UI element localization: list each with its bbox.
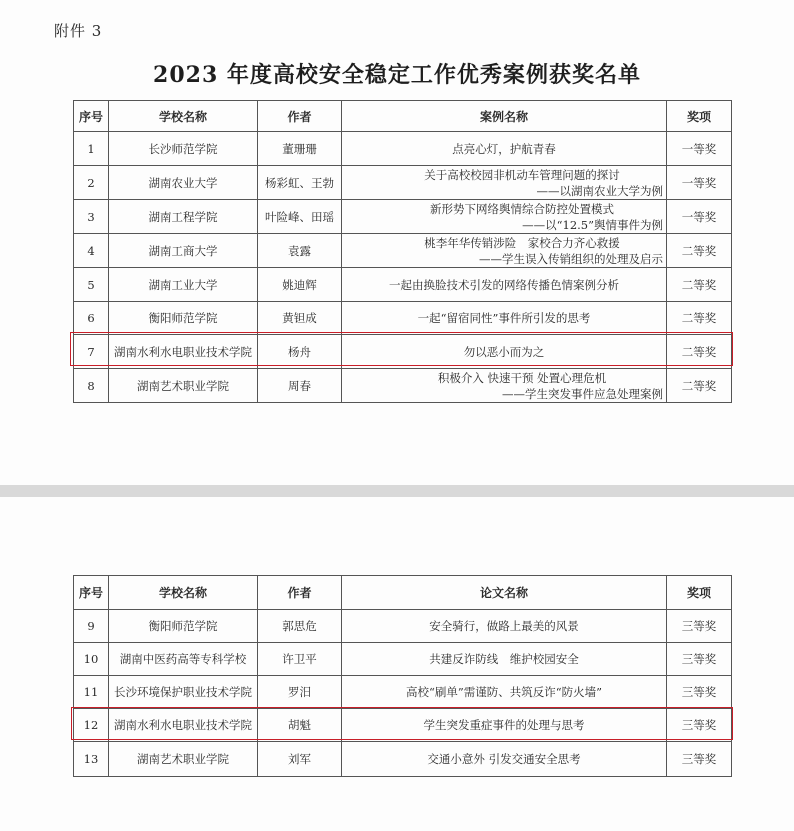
row-title-line1: 桃李年华传销涉险 家校合力齐心救援 [424, 235, 620, 250]
table-header-row [74, 101, 732, 132]
row-award: 三等奖 [667, 643, 732, 676]
header-paper-title: 论文名称 [342, 576, 667, 610]
row-no: 7 [74, 335, 109, 369]
table-row [74, 166, 732, 200]
row-author: 姚迪辉 [258, 268, 342, 302]
table-row [74, 200, 732, 234]
row-no: 5 [74, 268, 109, 302]
row-school: 湖南工业大学 [109, 268, 258, 302]
row-school: 湖南工程学院 [109, 200, 258, 234]
row-school: 湖南中医药高等专科学校 [109, 643, 258, 676]
row-award: 三等奖 [667, 610, 732, 643]
row-title: 勿以恶小而为之 [342, 335, 667, 369]
row-title-line2: ——以“12.5”舆情事件为例 [522, 217, 663, 232]
row-no: 3 [74, 200, 109, 234]
row-award: 二等奖 [667, 234, 732, 268]
row-award: 三等奖 [667, 676, 732, 709]
row-title [342, 234, 667, 268]
row-award: 二等奖 [667, 268, 732, 302]
row-no: 2 [74, 166, 109, 200]
row-school: 长沙师范学院 [109, 132, 258, 166]
header-case-title: 案例名称 [342, 101, 667, 132]
table-row [74, 369, 732, 403]
row-title-line2: ——以湖南农业大学为例 [536, 183, 663, 198]
header-author: 作者 [258, 576, 342, 610]
table-row [74, 610, 732, 643]
row-title: 一起“留宿同性”事件所引发的思考 [342, 302, 667, 335]
row-author: 郭思危 [258, 610, 342, 643]
row-no: 6 [74, 302, 109, 335]
table-row [74, 132, 732, 166]
row-title [342, 166, 667, 200]
table-row [74, 234, 732, 268]
row-award: 三等奖 [667, 709, 732, 742]
row-title: 共建反诈防线 维护校园安全 [342, 643, 667, 676]
row-title: 交通小意外 引发交通安全思考 [342, 742, 667, 777]
row-no: 8 [74, 369, 109, 403]
row-title-line1: 新形势下网络舆情综合防控处置模式 [430, 201, 614, 216]
table-row [74, 676, 732, 709]
row-author: 杨舟 [258, 335, 342, 369]
row-author: 袁露 [258, 234, 342, 268]
row-award: 二等奖 [667, 302, 732, 335]
row-award: 三等奖 [667, 742, 732, 777]
row-author: 董珊珊 [258, 132, 342, 166]
row-title-line1: 关于高校校园非机动车管理问题的探讨 [424, 167, 620, 182]
table-row [74, 643, 732, 676]
row-author: 罗汨 [258, 676, 342, 709]
row-school: 长沙环境保护职业技术学院 [109, 676, 258, 709]
table-row [74, 742, 732, 777]
header-school: 学校名称 [109, 576, 258, 610]
row-award: 一等奖 [667, 166, 732, 200]
row-author: 刘军 [258, 742, 342, 777]
header-school: 学校名称 [109, 101, 258, 132]
row-author: 胡魁 [258, 709, 342, 742]
row-school: 衡阳师范学院 [109, 610, 258, 643]
header-author: 作者 [258, 101, 342, 132]
document-title: 2023 年度高校安全稳定工作优秀案例获奖名单 [153, 62, 641, 88]
award-table-cases [73, 100, 732, 403]
header-no: 序号 [74, 101, 109, 132]
table-row [74, 302, 732, 335]
page-separator [0, 485, 794, 497]
row-author: 周春 [258, 369, 342, 403]
row-no: 1 [74, 132, 109, 166]
row-author: 杨彩虹、王勃 [258, 166, 342, 200]
row-title-line2: ——学生误入传销组织的处理及启示 [479, 251, 663, 266]
row-award: 二等奖 [667, 335, 732, 369]
row-school: 衡阳师范学院 [109, 302, 258, 335]
row-school: 湖南艺术职业学院 [109, 742, 258, 777]
table-row-highlighted [74, 709, 732, 742]
row-school: 湖南工商大学 [109, 234, 258, 268]
row-author: 许卫平 [258, 643, 342, 676]
row-title: 一起由换脸技术引发的网络传播色情案例分析 [342, 268, 667, 302]
row-title: 安全骑行，做路上最美的风景 [342, 610, 667, 643]
row-title: 点亮心灯，护航青春 [342, 132, 667, 166]
row-school: 湖南水利水电职业技术学院 [109, 335, 258, 369]
row-no: 4 [74, 234, 109, 268]
header-award: 奖项 [667, 576, 732, 610]
row-no: 11 [74, 676, 109, 709]
row-no: 10 [74, 643, 109, 676]
header-award: 奖项 [667, 101, 732, 132]
row-title-line1: 积极介入 快速干预 处置心理危机 [437, 370, 607, 385]
row-title: 高校“刷单”需谨防、共筑反诈“防火墙” [342, 676, 667, 709]
row-school: 湖南水利水电职业技术学院 [109, 709, 258, 742]
row-school: 湖南农业大学 [109, 166, 258, 200]
row-award: 一等奖 [667, 132, 732, 166]
row-author: 黄钽成 [258, 302, 342, 335]
row-title [342, 200, 667, 234]
table-row [74, 268, 732, 302]
row-award: 一等奖 [667, 200, 732, 234]
annex-label: 附件 3 [54, 22, 103, 40]
row-title: 学生突发重症事件的处理与思考 [342, 709, 667, 742]
row-title [342, 369, 667, 403]
row-award: 二等奖 [667, 369, 732, 403]
table-header-row [74, 576, 732, 610]
table-row-highlighted [74, 335, 732, 369]
award-table-papers [73, 575, 732, 777]
row-no: 12 [74, 709, 109, 742]
row-no: 13 [74, 742, 109, 777]
row-school: 湖南艺术职业学院 [109, 369, 258, 403]
row-author: 叶险峰、田瑶 [258, 200, 342, 234]
row-title-line2: ——学生突发事件应急处理案例 [502, 386, 663, 401]
header-no: 序号 [74, 576, 109, 610]
row-no: 9 [74, 610, 109, 643]
